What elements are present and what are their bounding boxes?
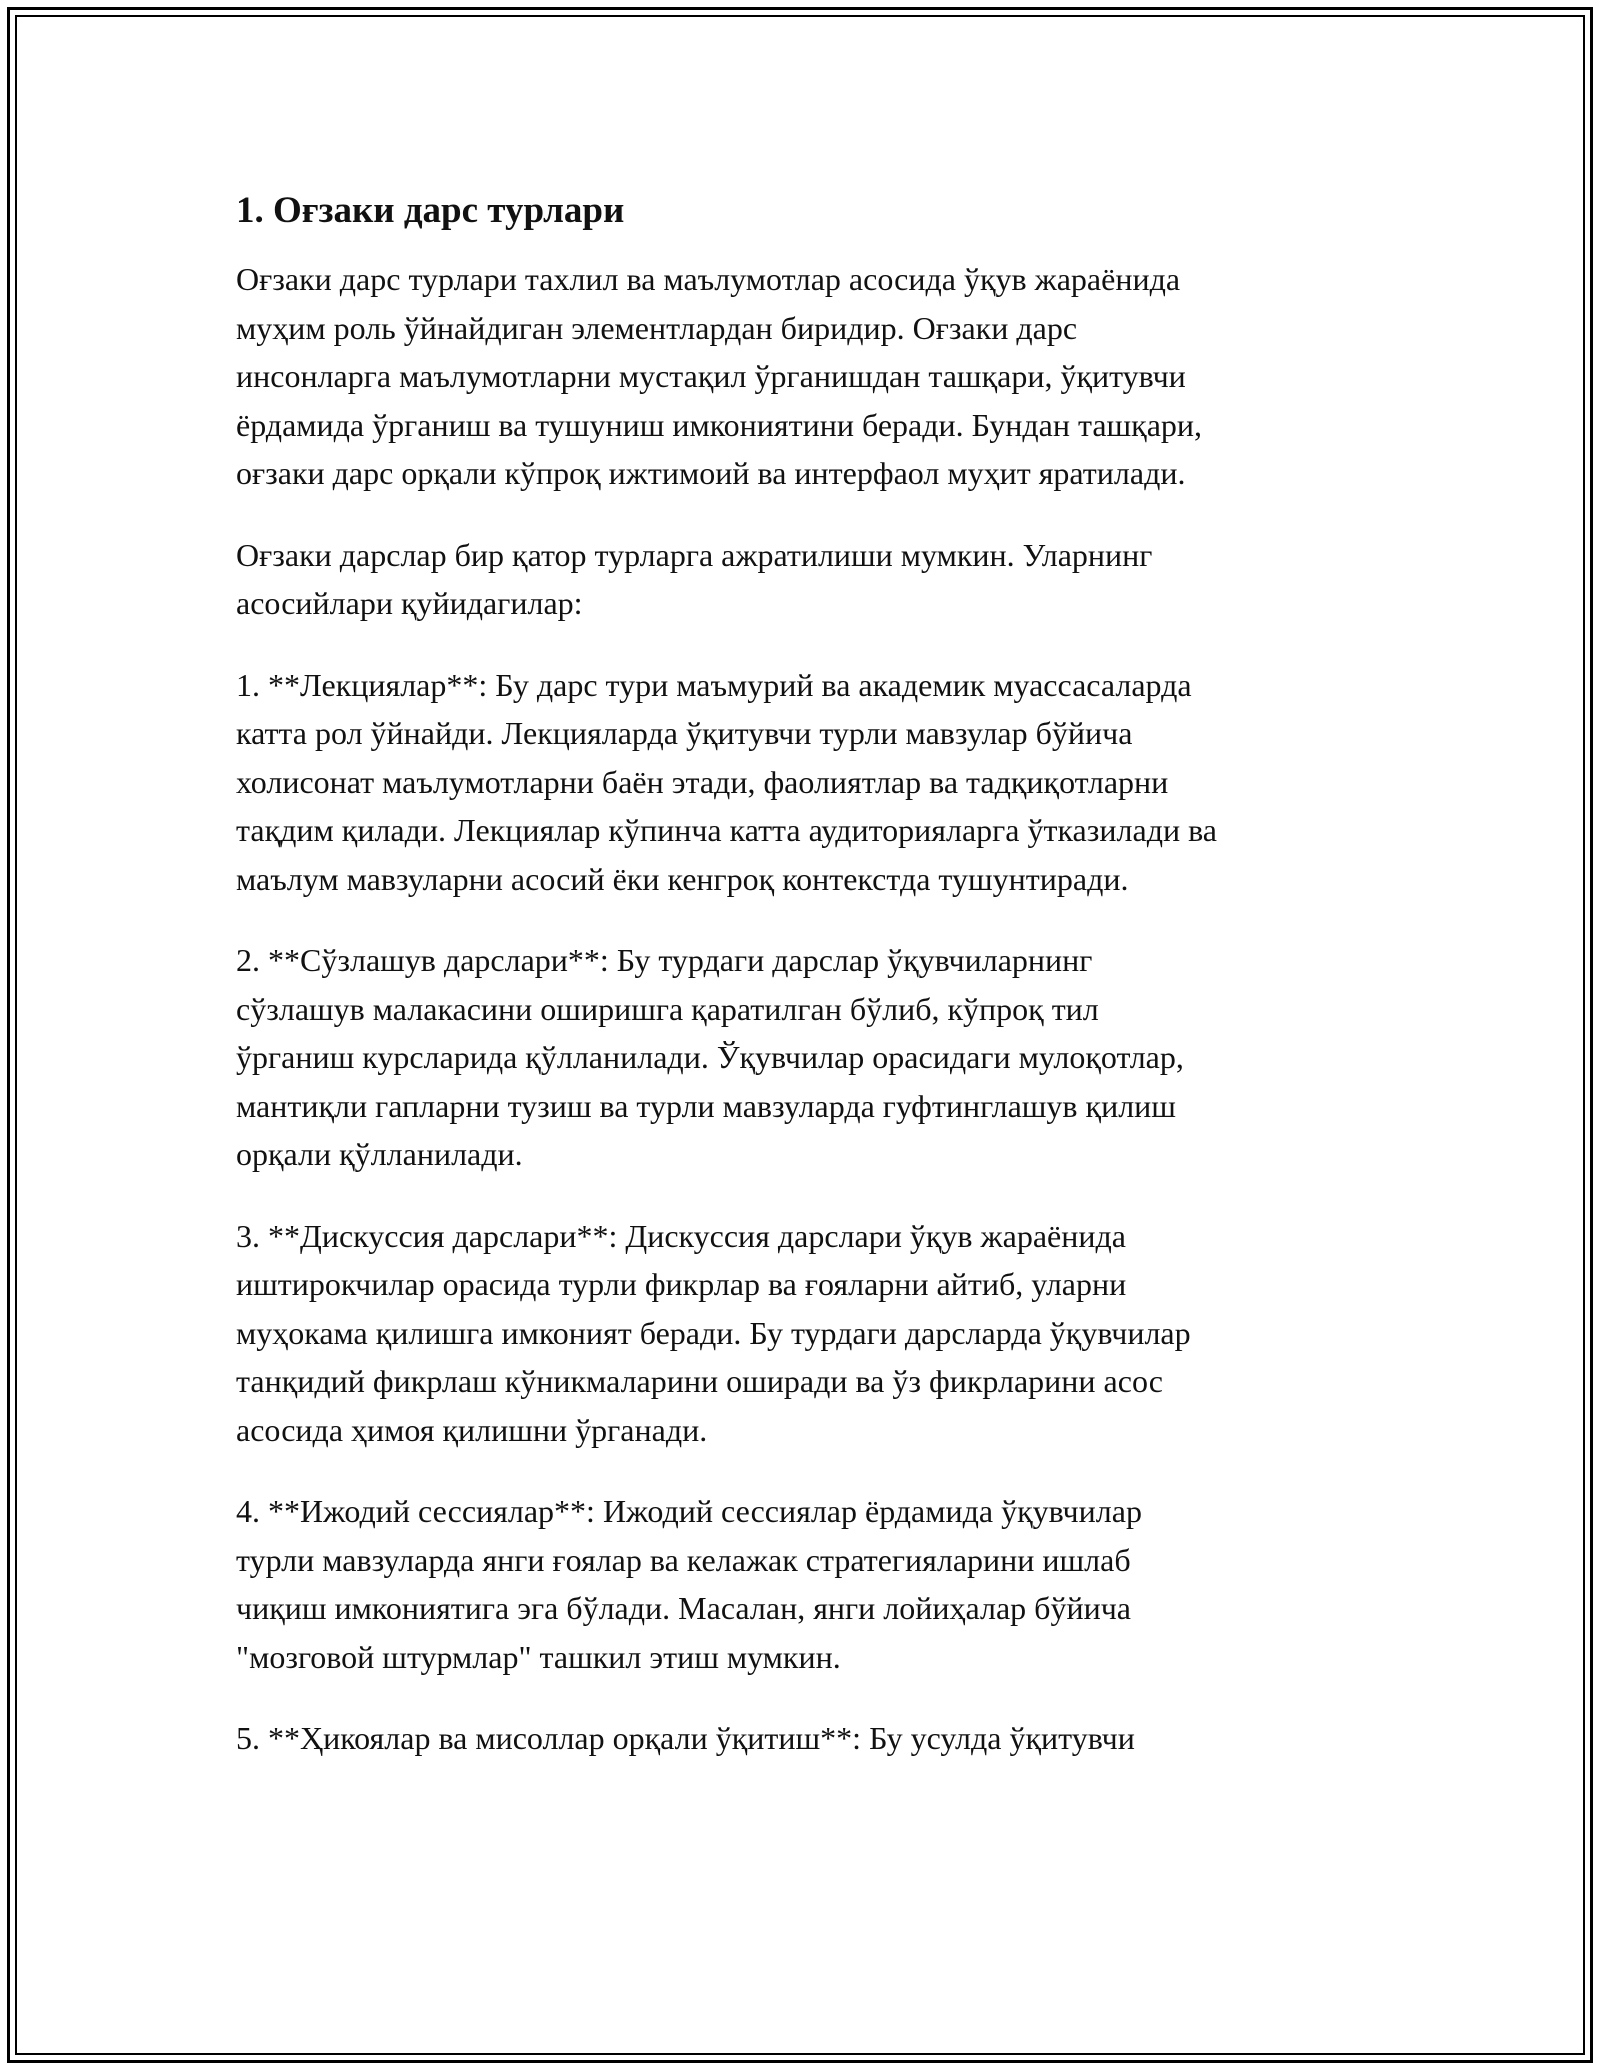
section-heading: 1. Оғзаки дарс турлари — [236, 190, 625, 231]
document-body — [236, 185, 1376, 1763]
paragraph-intro: Оғзаки дарс турлари тахлил ва маълумотлар асосида ўқув жараёнида муҳим роль ўйнайдиган элементлардан биридир. Оғзаки дарс инсонларга маълумотларни мустақил ўрганишдан ташқари, ўқитувчи ёрдамида ўрганиш ва тушуниш имкониятини беради. Бундан ташқари, оғзаки дарс орқали кўпроқ ижтимоий ва интерфаол муҳит яратилади. — [236, 261, 1203, 491]
list-item-conversation: 2. **Сўзлашув дарслари**: Бу турдаги дарслар ўқувчиларнинг сўзлашув малакасини оширишга қаратилган бўлиб, кўпроқ тил ўрганиш курсларида қўлланилади. Ўқувчилар орасидаги мулоқотлар, мантиқли гапларни тузиш ва турли мавзуларда гуфтинглашув қилиш орқали қўлланилади. — [236, 942, 1184, 1172]
list-item-stories: 5. **Ҳикоялар ва мисоллар орқали ўқитиш**: Бу усулда ўқитувчи — [236, 1720, 1135, 1756]
paragraph-types-intro: Оғзаки дарслар бир қатор турларга ажратилиши мумкин. Уларнинг асосийлари қуйидагилар: — [236, 536, 1153, 621]
list-item-lectures: 1. **Лекциялар**: Бу дарс тури маъмурий ва академик муассасаларда катта рол ўйнайди. Лекцияларда ўқитувчи турли мавзулар бўйича холисонат маълумотларни баён этади, фаолиятлар ва тадқиқотларни тақдим қилади. Лекциялар кўпинча катта аудиторияларга ўтказилади ва маълум мавзуларни асосий ёки кенгроқ контекстда тушунтиради. — [236, 666, 1217, 897]
list-item-creative-sessions: 4. **Ижодий сессиялар**: Ижодий сессиялар ёрдамида ўқувчилар турли мавзуларда янги ғоялар ва келажак стратегияларини ишлаб чиқиш имкониятига эга бўлади. Масалан, янги лойиҳалар бўйича "мозговой штурмлар" ташкил этиш мумкин. — [236, 1493, 1142, 1675]
list-item-discussion: 3. **Дискуссия дарслари**: Дискуссия дарслари ўқув жараёнида иштирокчилар орасида турли фикрлар ва ғояларни айтиб, уларни муҳокама қилишга имконият беради. Бу турдаги дарсларда ўқувчилар танқидий фикрлаш кўникмаларини оширади ва ўз фикрларини асос асосида ҳимоя қилишни ўрганади. — [236, 1217, 1191, 1448]
